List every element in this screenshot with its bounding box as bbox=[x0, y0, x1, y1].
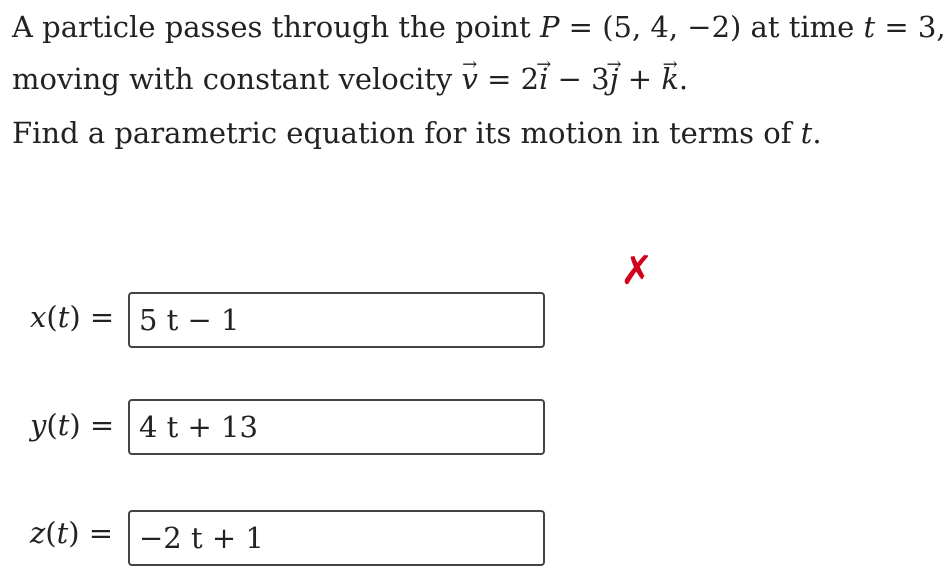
incorrect-icon: ✗ bbox=[620, 248, 654, 294]
time-symbol: t bbox=[863, 10, 876, 44]
problem-line-1 bbox=[12, 10, 946, 44]
point-symbol: P bbox=[539, 10, 560, 44]
function-name: x bbox=[30, 300, 47, 334]
problem-text: A particle passes through the point bbox=[12, 10, 540, 44]
problem-text: = 2 bbox=[477, 62, 540, 96]
problem-text: moving with constant velocity bbox=[12, 62, 462, 96]
x-equation-label: x(t) = bbox=[30, 300, 115, 334]
problem-line-2 bbox=[12, 62, 688, 96]
unit-vector-i: → i bbox=[539, 62, 548, 96]
time-symbol: t bbox=[800, 116, 813, 150]
function-name: y bbox=[30, 408, 47, 442]
z-answer-input[interactable]: −2 t + 1 bbox=[128, 510, 545, 566]
function-variable: t bbox=[57, 300, 70, 334]
problem-text: . bbox=[812, 116, 822, 150]
problem-text: Find a parametric equation for its motion in terms of bbox=[12, 116, 801, 150]
x-answer-input[interactable]: 5 t − 1 bbox=[128, 292, 545, 348]
problem-text: + bbox=[618, 62, 662, 96]
function-variable: t bbox=[57, 408, 70, 442]
unit-vector-k: → k bbox=[661, 62, 679, 96]
function-variable: t bbox=[56, 516, 69, 550]
problem-line-3 bbox=[12, 116, 822, 150]
problem-text: = 3, bbox=[875, 10, 946, 44]
y-equation-label: y(t) = bbox=[30, 408, 115, 442]
problem-text: = (5, 4, −2) at time bbox=[559, 10, 864, 44]
problem-text: − 3 bbox=[548, 62, 610, 96]
unit-vector-j: → j bbox=[610, 62, 619, 96]
problem-text: . bbox=[678, 62, 689, 96]
y-answer-input[interactable]: 4 t + 13 bbox=[128, 399, 545, 455]
z-equation-label: z(t) = bbox=[30, 516, 114, 550]
function-name: z bbox=[30, 516, 46, 550]
velocity-vector-symbol: → v bbox=[462, 62, 478, 96]
